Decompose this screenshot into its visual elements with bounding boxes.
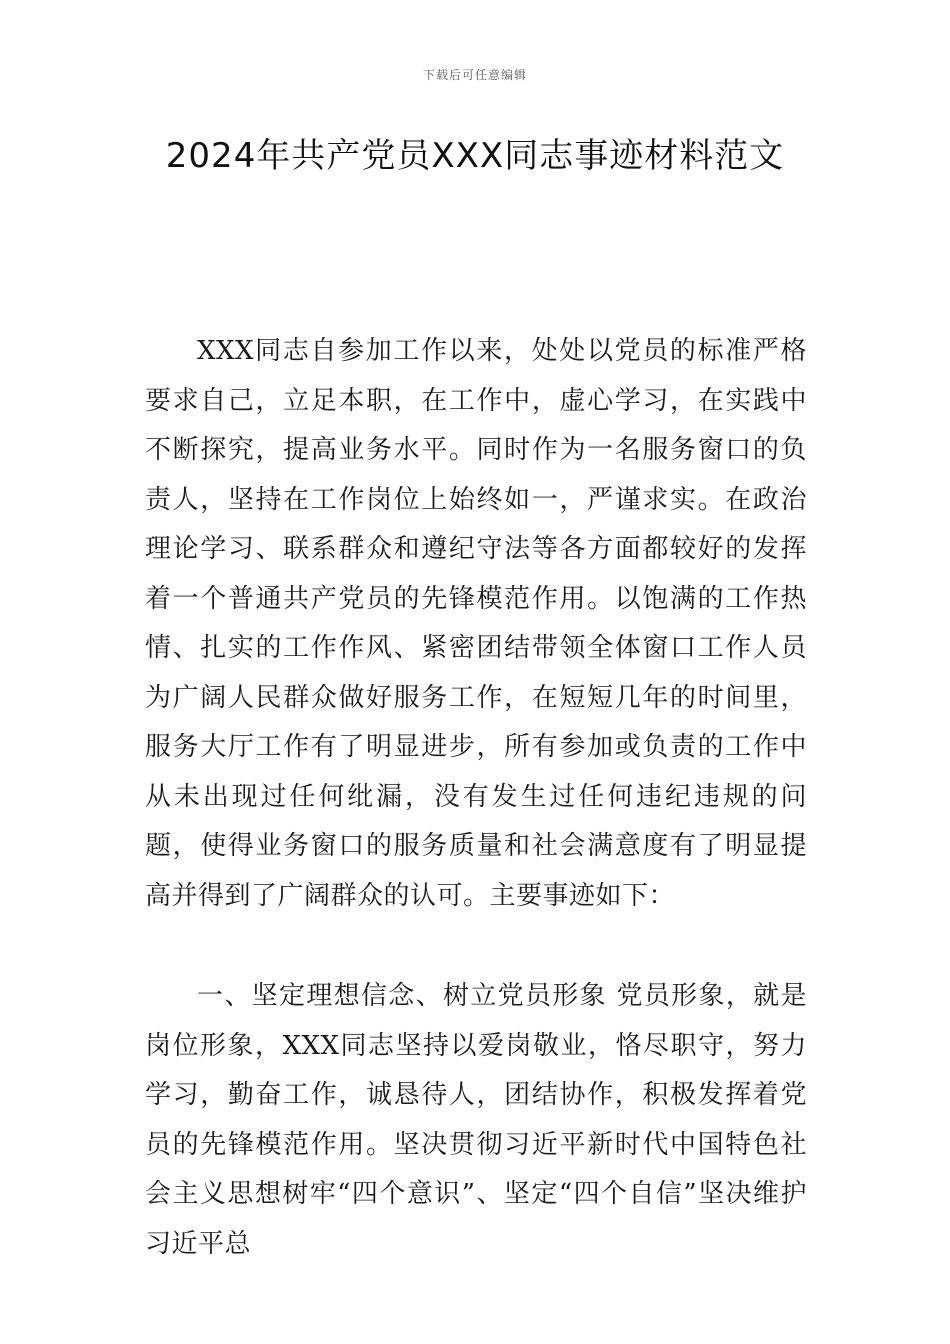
document-title: 2024年共产党员XXX同志事迹材料范文 (165, 136, 785, 176)
body-paragraph: XXX同志自参加工作以来，处处以党员的标准严格要求自己，立足本职，在工作中，虚心学习，在实践中不断探究，提高业务水平。同时作为一名服务窗口的负责人，坚持在工作岗位上始终如一，严谨求实。在政治理论学习、联系群众和遵纪守法等各方面都较好的发挥着一个普通共产党员的先锋模范作用。以饱满的工作热情、扎实的工作作风、紧密团结带领全体窗口工作人员为广阔人民群众做好服务工作，在短短几年的时间里，服务大厅工作有了明显进步，所有参加或负责的工作中从未出现过任何纰漏，没有发生过任何违纪违规的问题，使得业务窗口的服务质量和社会满意度有了明显提高并得到了广阔群众的认可。主要事迹如下： (145, 336, 807, 911)
header-note: 下载后可任意编辑 (422, 68, 527, 82)
body-paragraph: 一、坚定理想信念、树立党员形象 党员形象，就是岗位形象，XXX同志坚持以爱岗敬业，恪尽职守，努力学习，勤奋工作，诚恳待人，团结协作，积极发挥着党员的先锋模范作用。坚决贯彻习近平新时代中国特色社会主义思想树牢“四个意识”、坚定“四个自信”坚决维护习近平总 (145, 981, 807, 1259)
